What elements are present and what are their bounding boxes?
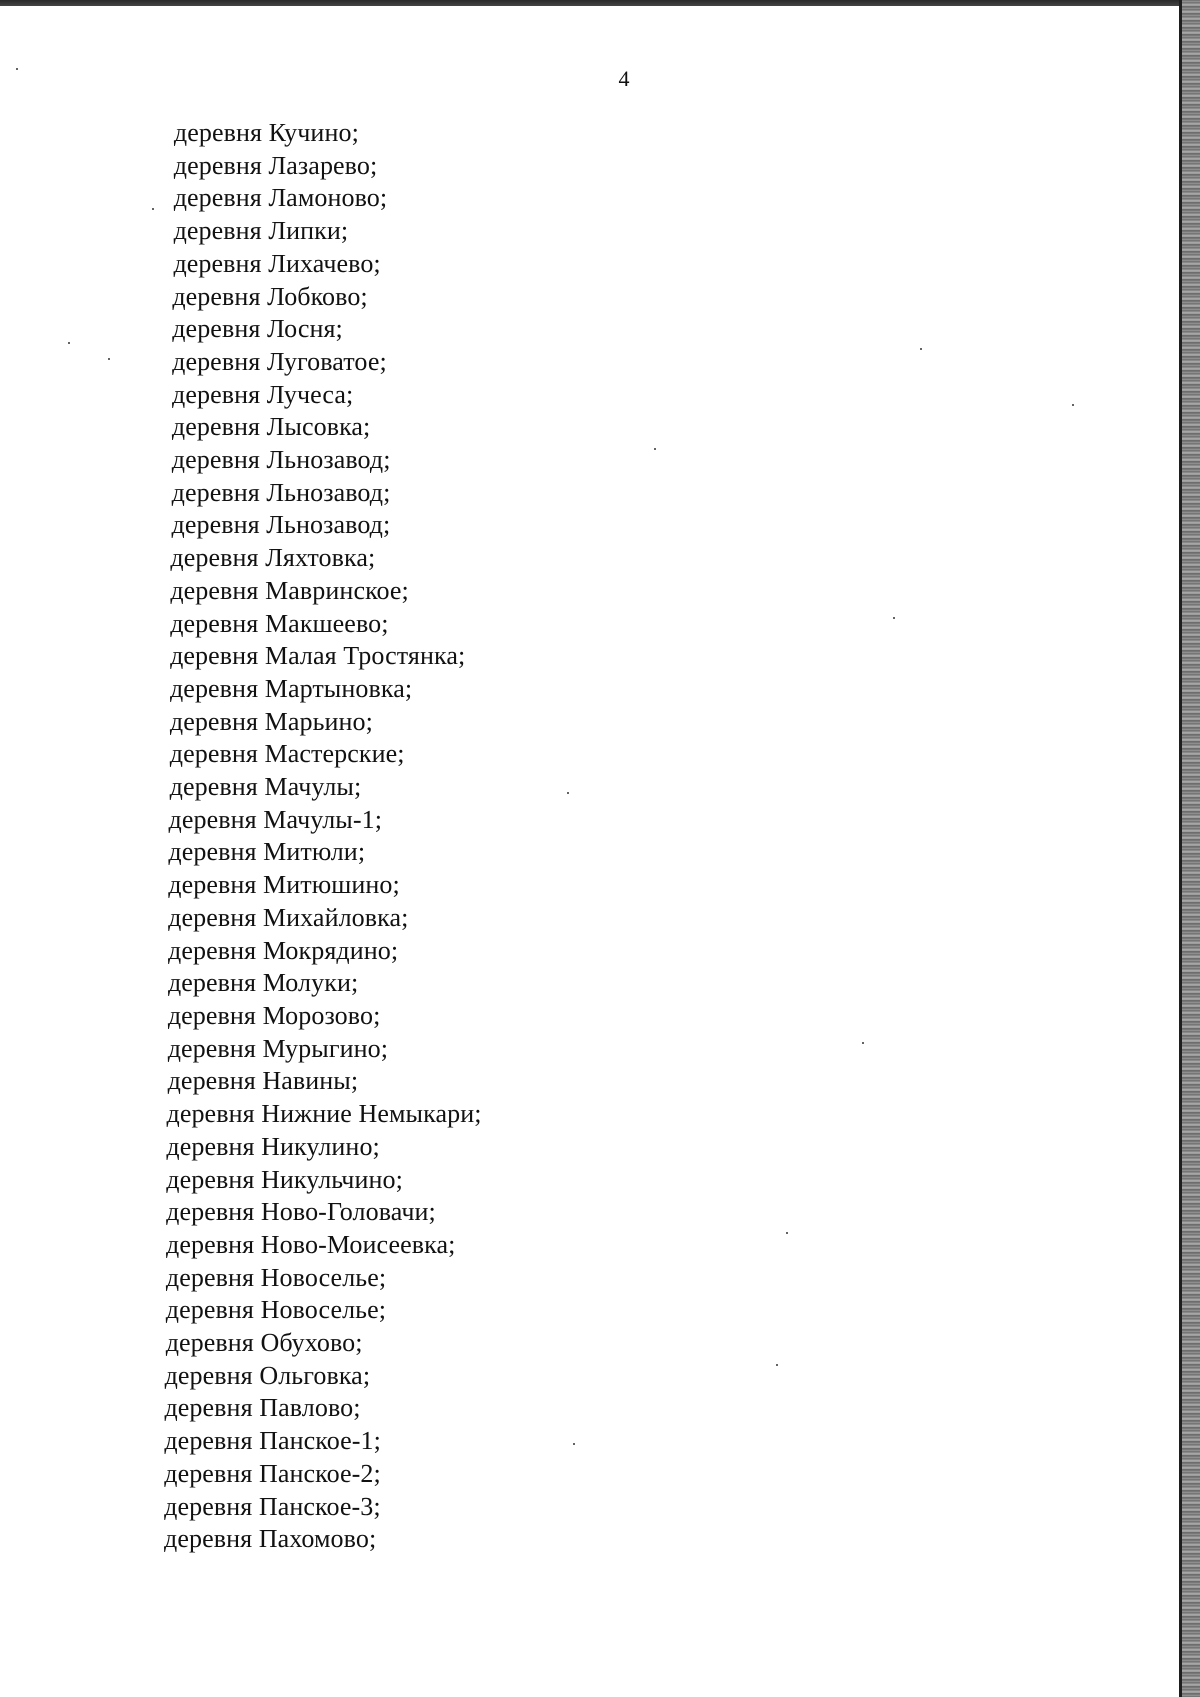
page-number: 4: [618, 66, 630, 91]
settlement-list-item: деревня Ольговка;: [164, 1360, 371, 1390]
scan-speck: [152, 208, 154, 210]
settlement-list-item: деревня Макшеево;: [170, 608, 389, 638]
scan-speck: [862, 1042, 864, 1044]
settlement-list-item: деревня Мурыгино;: [167, 1033, 389, 1063]
settlement-list-item: деревня Никульчино;: [166, 1164, 403, 1194]
settlement-list-item: деревня Мачулы-1;: [168, 804, 383, 834]
settlement-list-item: деревня Ново-Моисеевка;: [166, 1229, 456, 1259]
settlement-list-item: деревня Митюшино;: [168, 870, 400, 900]
settlement-list-item: деревня Кучино;: [173, 118, 359, 147]
settlement-list-item: деревня Лосня;: [172, 314, 343, 344]
scan-speck: [567, 792, 569, 794]
settlement-list-item: деревня Мартыновка;: [169, 673, 413, 703]
settlement-list-item: деревня Лысовка;: [171, 412, 371, 442]
scan-speck: [573, 1443, 575, 1445]
settlement-list-item: деревня Ламоново;: [173, 183, 388, 213]
settlement-list-item: деревня Митюли;: [168, 837, 366, 867]
settlement-list-item: деревня Лихачево;: [173, 248, 381, 278]
settlement-list-item: деревня Льнозавод;: [171, 477, 391, 507]
settlement-list-item: деревня Панское-2;: [164, 1458, 381, 1488]
scan-speck: [654, 448, 656, 450]
settlement-list-item: деревня Лучеса;: [171, 379, 354, 409]
settlement-list: [163, 117, 485, 1556]
scan-speck: [68, 342, 70, 344]
settlement-list-item: деревня Ляхтовка;: [170, 543, 376, 573]
settlement-list-item: деревня Обухово;: [165, 1328, 363, 1358]
settlement-list-item: деревня Малая Тростянка;: [170, 641, 466, 671]
settlement-list-item: деревня Панское-1;: [164, 1426, 382, 1456]
settlement-list-item: деревня Морозово;: [167, 1000, 381, 1030]
settlement-list-item: деревня Мастерские;: [169, 739, 405, 769]
settlement-list-item: деревня Новоселье;: [165, 1295, 387, 1325]
scan-speck: [920, 348, 922, 350]
settlement-list-item: деревня Пахомово;: [163, 1524, 377, 1554]
settlement-list-item: деревня Ново-Головачи;: [166, 1197, 436, 1227]
settlement-list-item: деревня Лазарево;: [173, 150, 378, 180]
settlement-list-item: деревня Лобково;: [172, 281, 368, 311]
scan-speck: [776, 1364, 778, 1366]
scan-speck: [893, 617, 895, 619]
settlement-list-item: деревня Павлово;: [164, 1393, 361, 1423]
scan-speck: [786, 1232, 788, 1234]
settlement-list-item: деревня Льнозавод;: [171, 510, 391, 540]
scan-speck: [16, 68, 18, 70]
settlement-list-item: деревня Новоселье;: [165, 1262, 387, 1292]
scan-top-border: [0, 0, 1200, 6]
settlement-list-item: деревня Марьино;: [169, 706, 374, 736]
settlement-list-item: деревня Панское-3;: [164, 1491, 381, 1521]
settlement-list-item: деревня Нижние Немыкари;: [166, 1099, 482, 1129]
scan-right-edge: [1182, 0, 1200, 1697]
settlement-list-item: деревня Луговатое;: [172, 346, 387, 376]
settlement-list-item: деревня Навины;: [167, 1066, 359, 1096]
scan-speck: [1072, 404, 1074, 406]
settlement-list-item: деревня Мачулы;: [169, 772, 362, 802]
settlement-list-item: деревня Мокрядино;: [168, 935, 399, 965]
settlement-list-item: деревня Льнозавод;: [171, 445, 391, 475]
settlement-list-item: деревня Липки;: [173, 216, 349, 246]
settlement-list-item: деревня Михайловка;: [168, 902, 409, 932]
settlement-list-item: деревня Мавринское;: [170, 575, 409, 605]
settlement-list-item: деревня Молуки;: [167, 968, 359, 998]
scan-speck: [108, 358, 110, 360]
settlement-list-item: деревня Никулино;: [166, 1131, 380, 1161]
